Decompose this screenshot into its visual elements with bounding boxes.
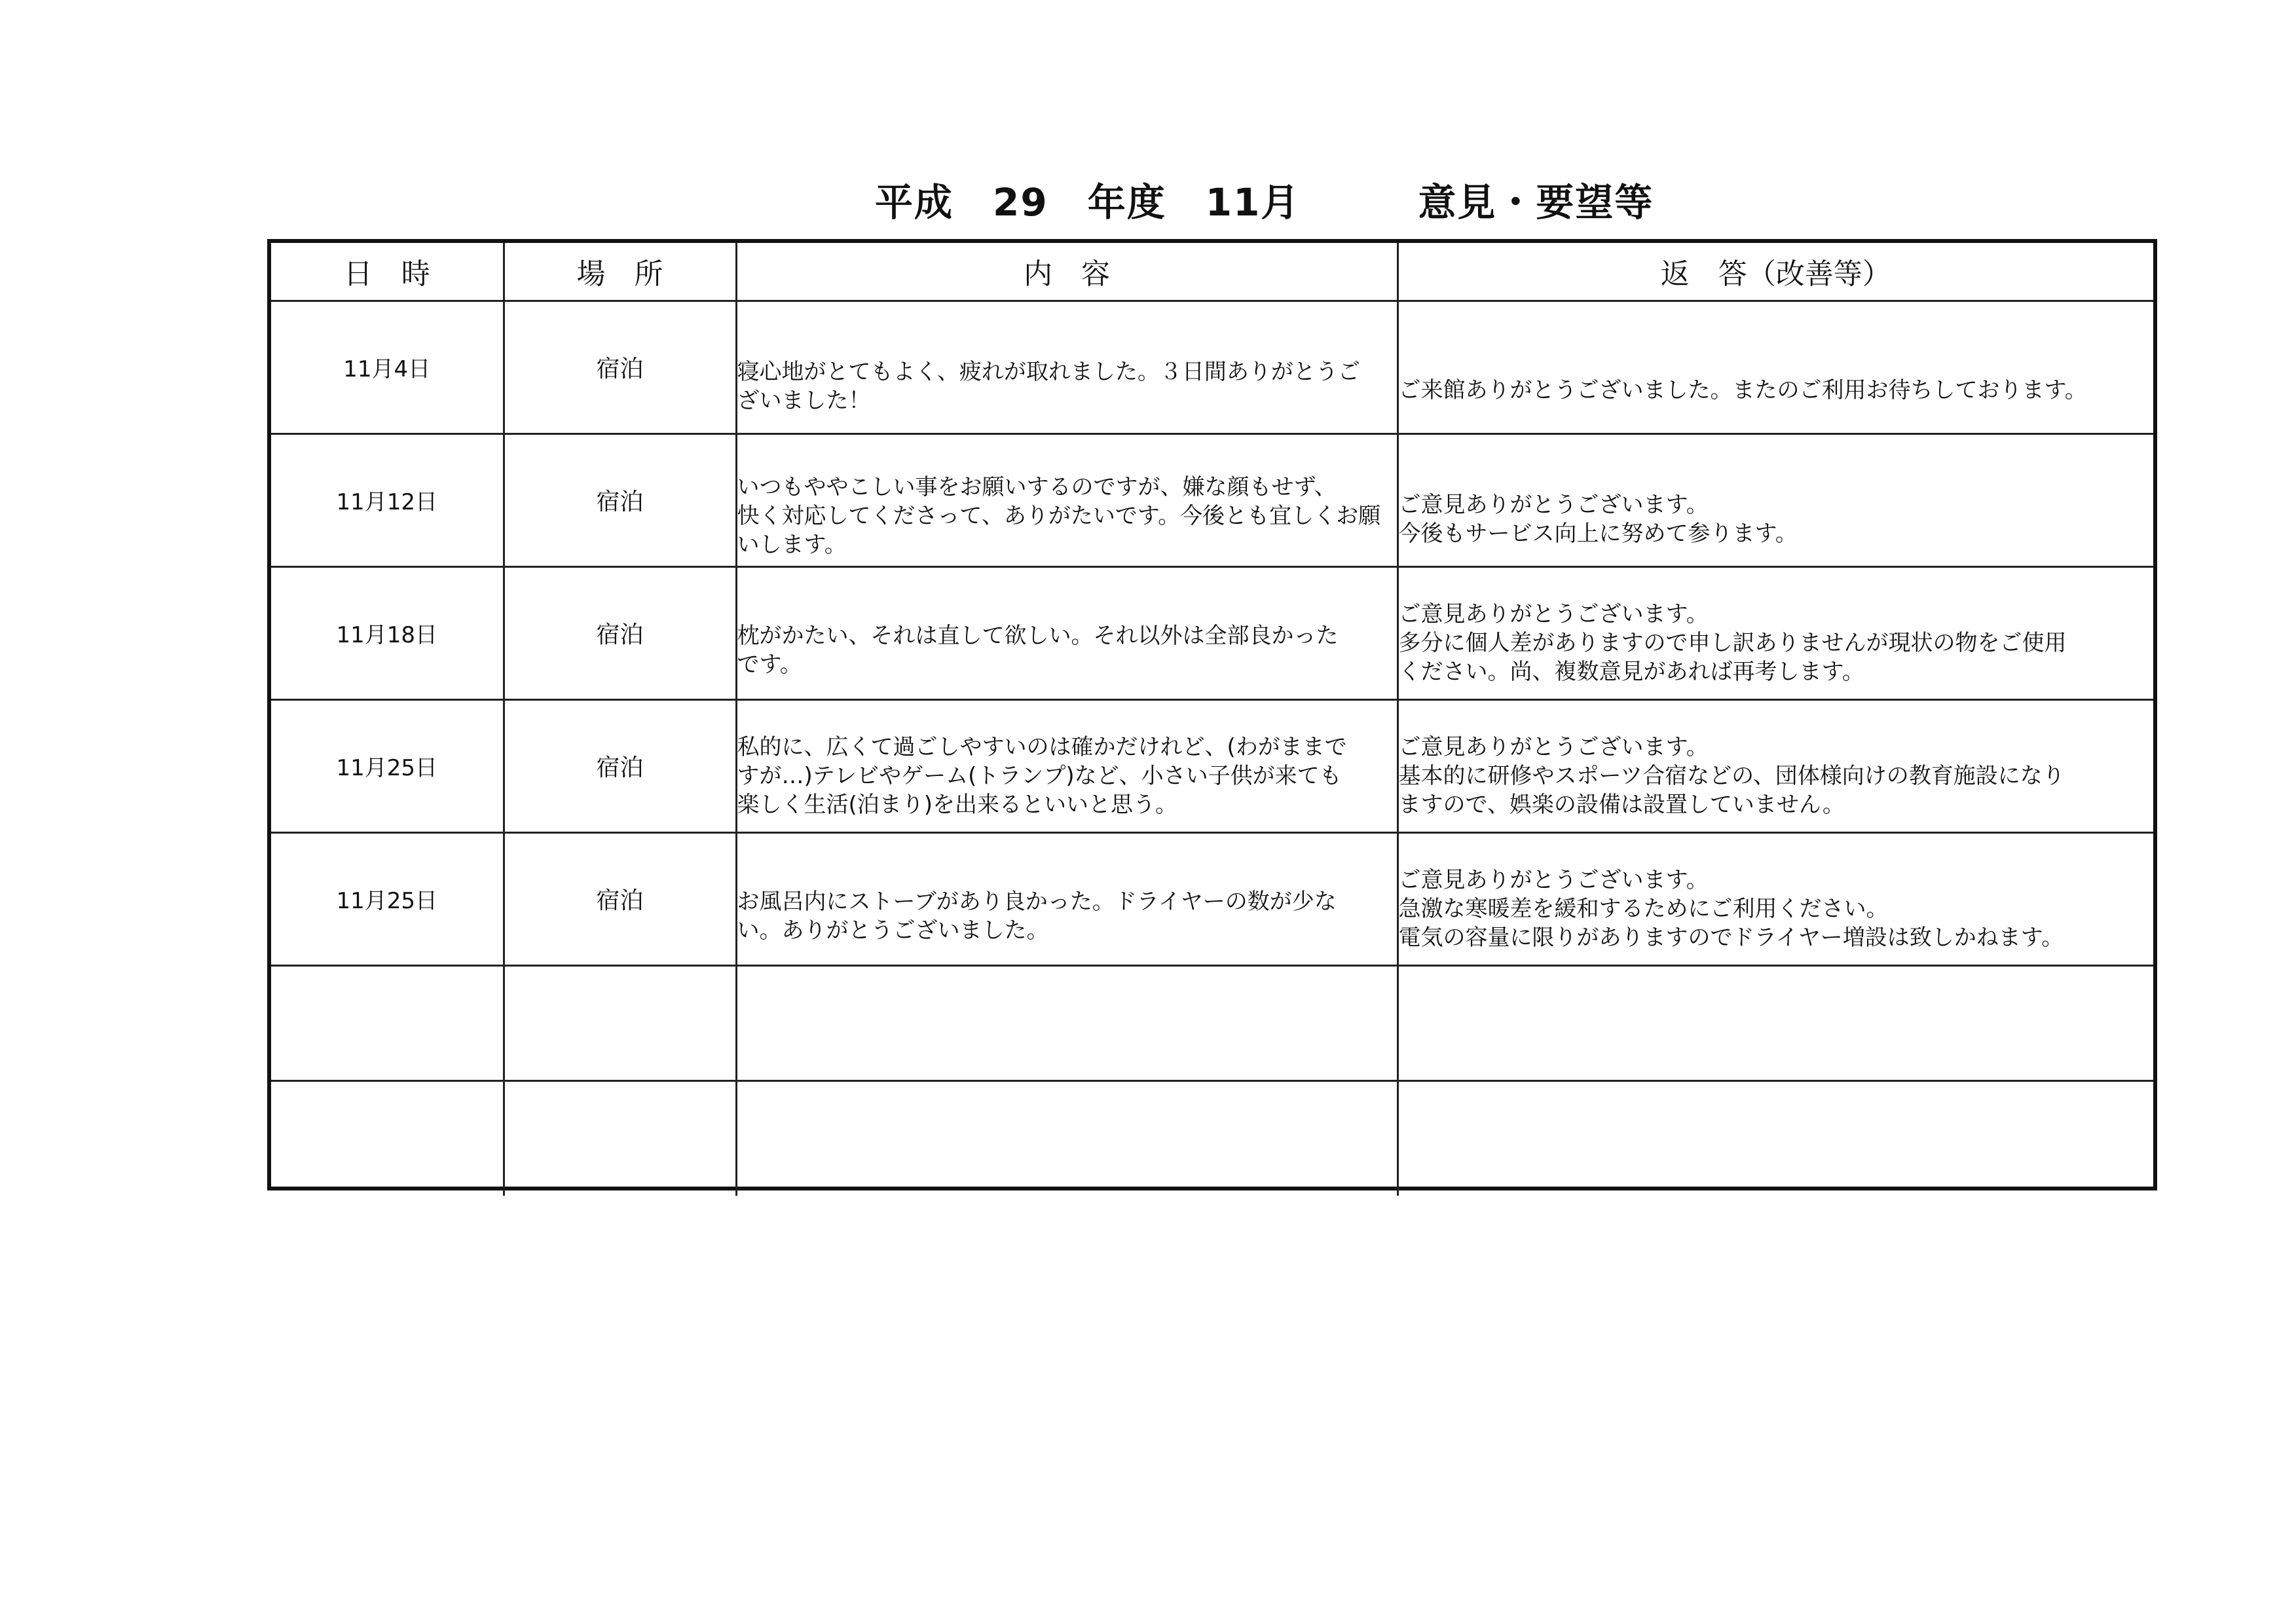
empty-cell: [271, 965, 504, 1080]
place-cell: 宿泊: [504, 434, 736, 566]
reply-text: ご意見ありがとうございます。 基本的に研修やスポーツ合宿などの、団体様向けの教育施設になり ますので、娯楽の設備は設置していません。: [1398, 733, 2065, 818]
content-cell: [736, 566, 1398, 699]
date-cell: 11月4日: [271, 301, 504, 434]
table-row: [271, 566, 2153, 699]
reply-cell: [1398, 699, 2153, 832]
place-cell: 宿泊: [504, 301, 736, 434]
date-cell: 11月12日: [271, 434, 504, 566]
empty-cell: [504, 965, 736, 1080]
empty-cell: [736, 1080, 1398, 1196]
place-cell: 宿泊: [504, 566, 736, 699]
header-place: 場 所: [504, 243, 736, 301]
reply-cell: [1398, 832, 2153, 965]
empty-cell: [271, 1080, 504, 1196]
empty-cell: [1398, 965, 2153, 1080]
date-cell: 11月25日: [271, 832, 504, 965]
reply-text: ご意見ありがとうございます。 今後もサービス向上に努めて参ります。: [1398, 491, 1798, 547]
empty-cell: [736, 965, 1398, 1080]
empty-row: [271, 1080, 2153, 1196]
empty-row: [271, 965, 2153, 1080]
content-text: 枕がかたい、それは直して欲しい。それ以外は全部良かった です。: [737, 622, 1339, 678]
content-cell: [736, 699, 1398, 832]
reply-text: ご来館ありがとうございました。またのご利用お待ちしております。: [1398, 377, 2087, 403]
content-cell: [736, 434, 1398, 566]
content-text: お風呂内にストーブがあり良かった。ドライヤーの数が少な い。ありがとうございました。: [737, 888, 1337, 944]
content-text: 私的に、広くて過ごしやすいのは確かだけれど、(わがままで すが…)テレビやゲーム(トランプ)など、小さい子供が来ても 楽しく生活(泊まり)を出来るといいと思う。: [737, 733, 1347, 818]
table-row: [271, 699, 2153, 832]
reply-cell: [1398, 434, 2153, 566]
content-text: 寝心地がとてもよく、疲れが取れました。３日間ありがとうご ざいました！: [737, 358, 1360, 414]
header-content: 内 容: [736, 243, 1398, 301]
place-cell: 宿泊: [504, 699, 736, 832]
table-header-row: [271, 243, 2153, 301]
place-cell: 宿泊: [504, 832, 736, 965]
date-cell: 11月18日: [271, 566, 504, 699]
reply-text: ご意見ありがとうございます。 多分に個人差がありますので申し訳ありませんが現状の物をご使用 ください。尚、複数意見があれば再考します。: [1398, 600, 2067, 685]
feedback-table-frame: [267, 239, 2157, 1190]
feedback-table: [271, 243, 2153, 1196]
table-row: [271, 434, 2153, 566]
header-reply: 返 答（改善等）: [1398, 243, 2153, 301]
content-cell: [736, 832, 1398, 965]
content-text: いつもややこしい事をお願いするのですが、嫌な顔もせず、 快く対応してくださって、ありがたいです。今後とも宜しくお願 いします。: [737, 473, 1381, 558]
reply-text: ご意見ありがとうございます。 急激な寒暖差を緩和するためにご利用ください。 電気の容量に限りがありますのでドライヤー増設は致しかねます。: [1398, 866, 2064, 951]
table-row: [271, 832, 2153, 965]
reply-cell: [1398, 301, 2153, 434]
header-date: 日 時: [271, 243, 504, 301]
content-cell: [736, 301, 1398, 434]
empty-cell: [504, 1080, 736, 1196]
empty-cell: [1398, 1080, 2153, 1196]
date-cell: 11月25日: [271, 699, 504, 832]
table-row: [271, 301, 2153, 434]
page-title: 平成 29 年度 11月 意見・要望等: [875, 180, 1654, 225]
reply-cell: [1398, 566, 2153, 699]
